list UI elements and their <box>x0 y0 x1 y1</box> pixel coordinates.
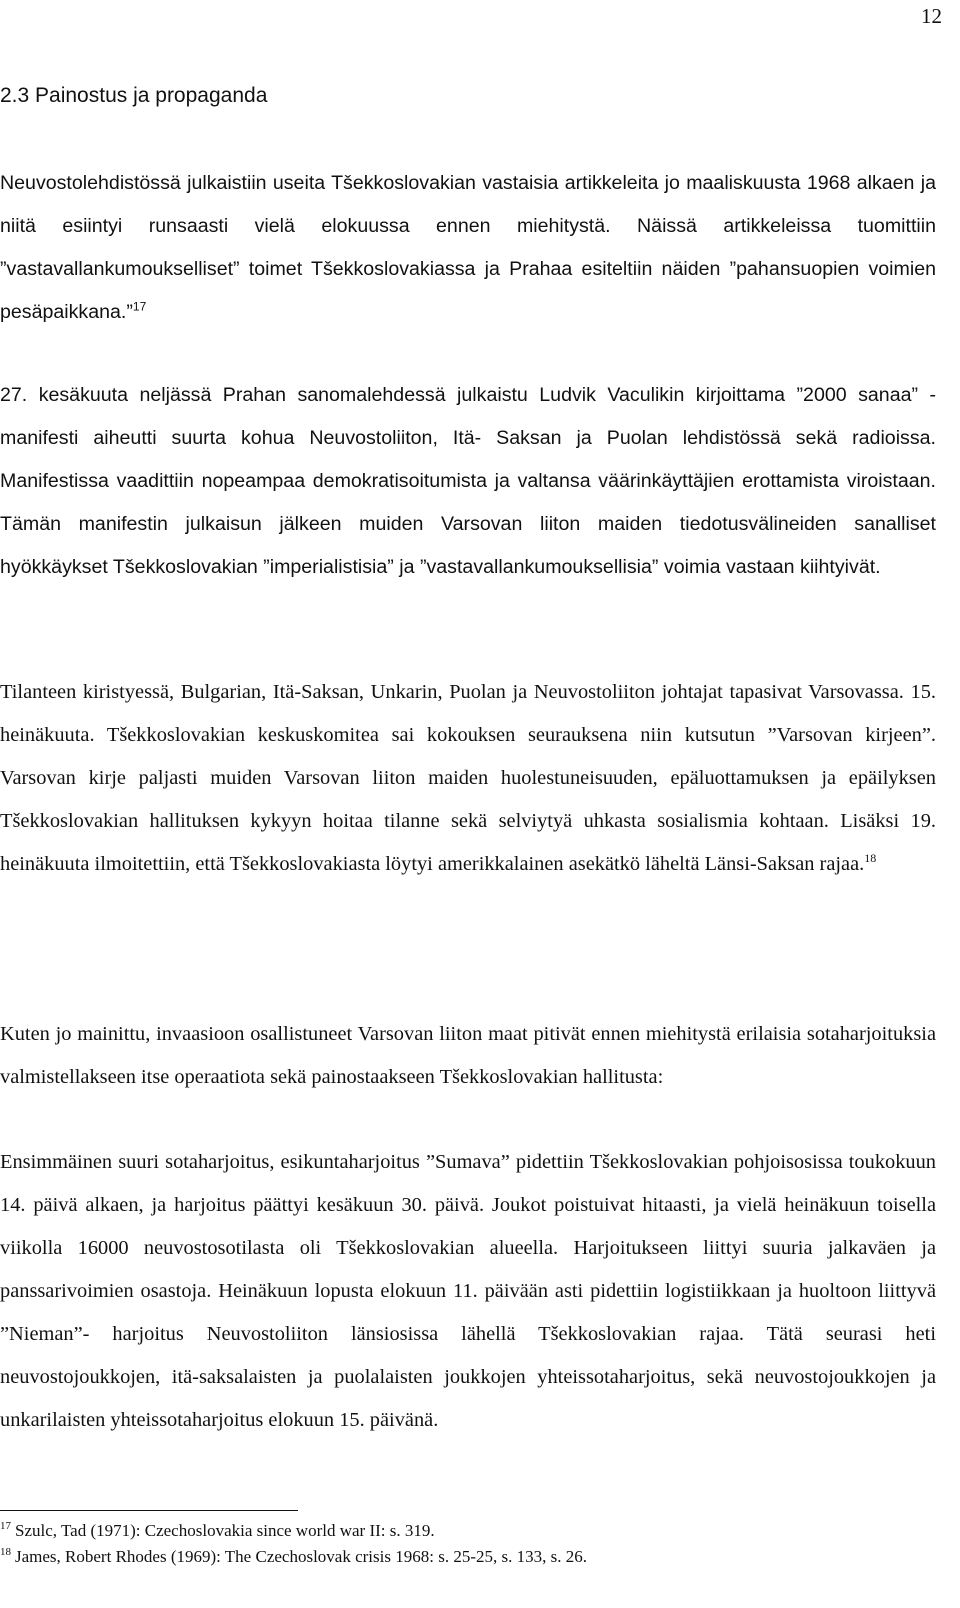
footnote-ref-17: 17 <box>132 299 147 314</box>
paragraph-4: Kuten jo mainittu, invaasioon osallistuneet Varsovan liiton maat pitivät ennen miehitystä erilaisia sotaharjoituksia valmistellakseen itse operaatiota sekä painostaakseen Tšekkoslovakian hallitusta: <box>0 1023 936 1088</box>
footnote-ref-18: 18 <box>864 851 877 866</box>
paragraph-3 <box>0 671 936 886</box>
footnote-divider <box>0 1510 298 1511</box>
footnote-text: James, Robert Rhodes (1969): The Czechoslovak crisis 1968: s. 25-25, s. 133, s. 26. <box>15 1547 587 1566</box>
paragraph-1-text: Neuvostolehdistössä julkaistiin useita Tšekkoslovakian vastaisia artikkeleita jo maaliskuusta 1968 alkaen ja niitä esiintyi runsaasti vielä elokuussa ennen miehitystä. Näissä artikkeleissa tuomittiin ”vastavallankumoukselliset” toimet Tšekkoslovakiassa ja Prahaa esiteltiin näiden ”pahansuopien voimien pesäpaikkana.” <box>0 172 936 323</box>
footnote-mark: 18 <box>0 1546 11 1559</box>
paragraph-3-text: Tilanteen kiristyessä, Bulgarian, Itä-Saksan, Unkarin, Puolan ja Neuvostoliiton johtajat tapasivat Varsovassa. 15. heinäkuuta. Tšekkoslovakian keskuskomitea sai kokouksen seurauksena niin kutsutun ”Varsovan kirjeen”. Varsovan kirje paljasti muiden Varsovan liiton maiden huolestuneisuuden, epäluottamuksen ja epäilyksen Tšekkoslovakian hallituksen kykyyn hoitaa tilanne sekä selviytyä uhkasta sosialismia kohtaan. Lisäksi 19. heinäkuuta ilmoitettiin, että Tšekkoslovakiasta löytyi amerikkalainen asekätkö läheltä Länsi-Saksan rajaa. <box>0 681 936 875</box>
footnote-text: Szulc, Tad (1971): Czechoslovakia since world war II: s. 319. <box>15 1521 435 1540</box>
paragraph-2: 27. kesäkuuta neljässä Prahan sanomalehdessä julkaistu Ludvik Vaculikin kirjoittama ”2000 sanaa” - manifesti aiheutti suurta kohua Neuvostoliiton, Itä- Saksan ja Puolan lehdistössä sekä radioissa. Manifestissa vaadittiin nopeampaa demokratisoitumista ja valtansa väärinkäyttäjien erottamista viroistaan. Tämän manifestin julkaisun jälkeen muiden Varsovan liiton maiden tiedotusvälineiden sanalliset hyökkäykset Tšekkoslovakian ”imperialistisia” ja ”vastavallankumouksellisia” voimia vastaan kiihtyivät. <box>0 384 936 578</box>
section-heading: 2.3 Painostus ja propaganda <box>0 84 268 107</box>
footnote-mark: 17 <box>0 1520 11 1533</box>
footnote-17 <box>0 1520 435 1542</box>
paragraph-1 <box>0 162 936 334</box>
paragraph-5: Ensimmäinen suuri sotaharjoitus, esikuntaharjoitus ”Sumava” pidettiin Tšekkoslovakian pohjoisosissa toukokuun 14. päivä alkaen, ja harjoitus päättyi kesäkuun 30. päivä. Joukot poistuivat hitaasti, ja vielä heinäkuun toisella viikolla 16000 neuvostosotilasta oli Tšekkoslovakian alueella. Harjoitukseen liittyi suuria jalkaväen ja panssarivoimien osastoja. Heinäkuun lopusta elokuun 11. päivään asti pidettiin logistiikkaan ja huoltoon liittyvä ”Nieman”- harjoitus Neuvostoliiton länsiosissa lähellä Tšekkoslovakian rajaa. Tätä seurasi heti neuvostojoukkojen, itä-saksalaisten ja puolalaisten joukkojen yhteissotaharjoitus, sekä neuvostojoukkojen ja unkarilaisten yhteissotaharjoitus elokuun 15. päivänä. <box>0 1151 936 1431</box>
page-number: 12 <box>921 4 942 28</box>
footnote-18 <box>0 1546 587 1568</box>
